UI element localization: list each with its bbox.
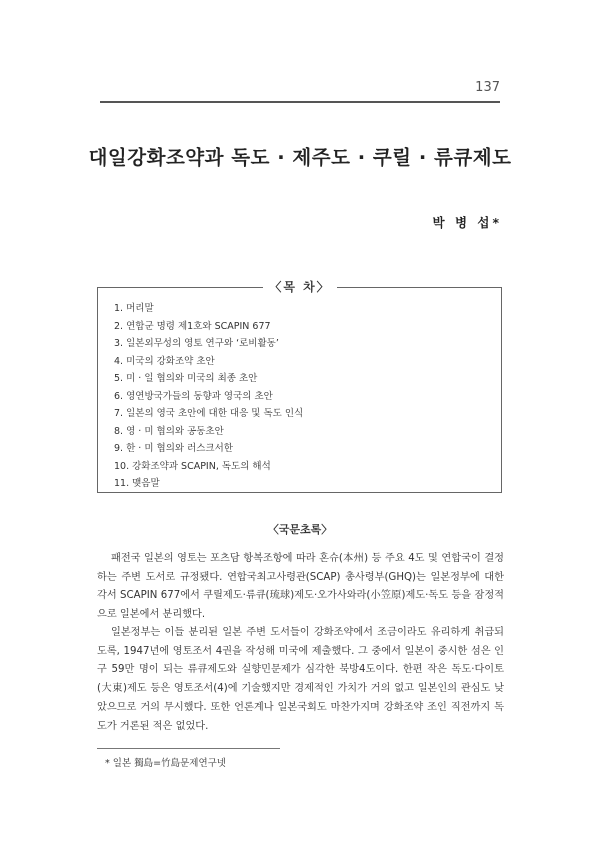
toc-item: 6. 영연방국가들의 동향과 영국의 초안 bbox=[114, 390, 273, 402]
toc-item: 1. 머리말 bbox=[114, 303, 154, 314]
toc-item: 9. 한 · 미 협의와 러스크서한 bbox=[114, 443, 233, 454]
toc-item: 4. 미국의 강화조약 초안 bbox=[114, 355, 215, 367]
toc-item: 5. 미 · 일 협의와 미국의 최종 초안 bbox=[114, 373, 258, 384]
toc-heading-label: 〈목 차〉 bbox=[263, 280, 336, 294]
toc-item: 7. 일본의 영국 초안에 대한 대응 및 독도 인식 bbox=[114, 408, 304, 419]
toc-item: 10. 강화조약과 SCAPIN, 독도의 해석 bbox=[114, 460, 271, 472]
footnote-rule bbox=[97, 748, 280, 749]
footnote: * 일본 獨島=竹島문제연구넷 bbox=[105, 758, 226, 769]
toc-item: 11. 맺음말 bbox=[114, 478, 160, 489]
toc-item: 2. 연합군 명령 제1호와 SCAPIN 677 bbox=[114, 320, 271, 332]
toc-item: 3. 일본외무성의 영토 연구와 ‘로비활동’ bbox=[114, 338, 279, 349]
header-rule bbox=[100, 101, 500, 103]
toc-heading bbox=[0, 278, 600, 295]
toc-list bbox=[114, 300, 303, 493]
article-author: 박 병 섭* bbox=[432, 215, 502, 230]
abstract-heading: 〈국문초록〉 bbox=[267, 523, 333, 536]
abstract-paragraph: 일본정부는 이들 분리된 일본 주변 도서들이 강화조약에서 조금이라도 유리하게 취급되도록, 1947년에 영토조서 4권을 작성해 미국에 제출했다. 그 중에서 일본이 중시한 섬은 인구 59만 명이 되는 류큐제도와 실향민문제가 심각한 북방4도이다. 한편 작은 독도·다이토(大東)제도 등은 영토조서(4)에 기술했지만 경제적인 가치가 거의 없고 일본인의 관심도 낮았으므로 거의 무시했다. 또한 언론계나 일본국회도 마찬가지며 강화조약 조인 직전까지 독도가 거론된 적은 없었다. bbox=[97, 627, 504, 732]
page-number: 137 bbox=[475, 80, 500, 95]
toc-item: 8. 영 · 미 협의와 공동초안 bbox=[114, 425, 224, 437]
abstract-paragraph: 패전국 일본의 영토는 포츠담 항복조항에 따라 혼슈(本州) 등 주요 4도 및 연합국이 결정하는 주변 도서로 규정됐다. 연합국최고사령관(SCAP) 총사령부(GHQ)는 일본정부에 대한 각서 SCAPIN 677에서 쿠릴제도·류큐(琉球)제도·오가사와라(小笠原)제도·독도 등을 잠정적으로 일본에서 분리했다. bbox=[97, 553, 504, 621]
article-title: 대일강화조약과 독도 · 제주도 · 쿠릴 · 류큐제도 bbox=[88, 146, 512, 169]
